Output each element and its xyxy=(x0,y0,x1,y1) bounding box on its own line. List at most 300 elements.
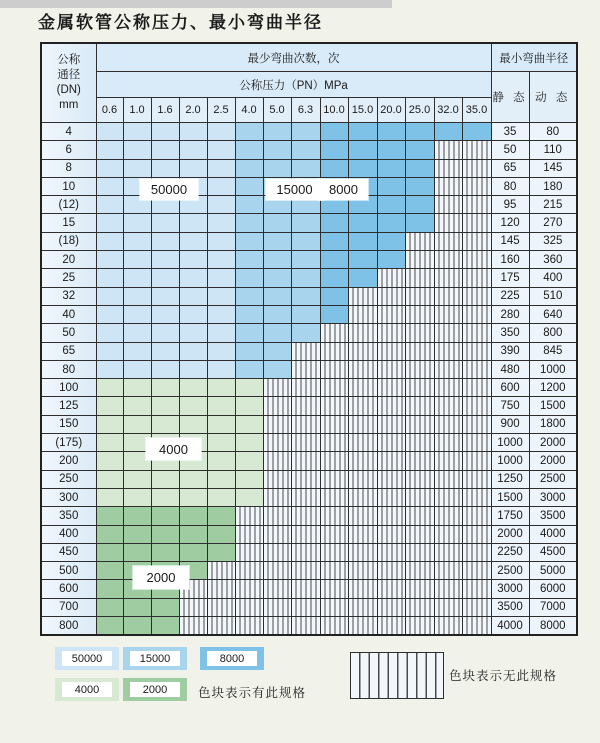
spec-cell-4000 xyxy=(96,415,123,433)
spec-cell-50000 xyxy=(179,251,207,269)
spec-cell-50000 xyxy=(151,232,179,250)
spec-cell-50000 xyxy=(96,287,123,305)
spec-cell-15000 xyxy=(291,141,320,159)
spec-cell-15000 xyxy=(263,324,291,342)
no-spec-cell xyxy=(291,507,320,525)
no-spec-cell xyxy=(348,324,377,342)
static-radius-cell: 80 xyxy=(491,177,529,195)
spec-cell-8000 xyxy=(348,232,377,250)
spec-cell-50000 xyxy=(207,123,235,141)
spec-cell-50000 xyxy=(179,159,207,177)
table-row xyxy=(41,470,577,488)
table-row xyxy=(41,562,577,580)
spec-cell-2000 xyxy=(151,543,179,561)
no-spec-cell xyxy=(263,379,291,397)
static-radius-cell: 2250 xyxy=(491,543,529,561)
no-spec-cell xyxy=(235,525,263,543)
static-radius-cell: 280 xyxy=(491,305,529,323)
legend-swatch-2000 xyxy=(123,678,187,701)
no-spec-cell xyxy=(263,415,291,433)
table-row xyxy=(41,379,577,397)
no-spec-cell xyxy=(291,342,320,360)
no-spec-cell xyxy=(462,397,491,415)
page-title: 金属软管公称压力、最小弯曲半径 xyxy=(38,13,323,33)
dynamic-radius-cell: 3500 xyxy=(529,507,577,525)
no-spec-cell xyxy=(434,488,462,506)
legend-value: 50000 xyxy=(62,651,112,666)
spec-cell-2000 xyxy=(123,617,151,636)
static-radius-cell: 350 xyxy=(491,324,529,342)
no-spec-cell xyxy=(377,525,405,543)
spec-cell-8000 xyxy=(405,141,434,159)
static-radius-cell: 3500 xyxy=(491,598,529,616)
no-spec-cell xyxy=(462,196,491,214)
spec-cell-15000 xyxy=(263,232,291,250)
spec-cell-50000 xyxy=(96,232,123,250)
no-spec-cell xyxy=(434,232,462,250)
static-radius-cell: 1000 xyxy=(491,434,529,452)
spec-cell-4000 xyxy=(96,470,123,488)
pressure-tick: 0.6 xyxy=(96,98,123,123)
spec-cell-50000 xyxy=(96,342,123,360)
spec-cell-2000 xyxy=(151,617,179,636)
no-spec-cell xyxy=(263,507,291,525)
spec-cell-4000 xyxy=(123,379,151,397)
no-spec-cell xyxy=(462,287,491,305)
spec-cell-50000 xyxy=(179,214,207,232)
no-spec-cell xyxy=(235,598,263,616)
spec-cell-2000 xyxy=(96,562,123,580)
spec-cell-50000 xyxy=(207,305,235,323)
no-spec-cell xyxy=(462,141,491,159)
spec-cell-15000 xyxy=(235,324,263,342)
spec-cell-4000 xyxy=(151,415,179,433)
static-radius-cell: 750 xyxy=(491,397,529,415)
spec-cell-8000 xyxy=(320,159,348,177)
pressure-tick: 32.0 xyxy=(434,98,462,123)
static-radius-cell: 4000 xyxy=(491,617,529,636)
no-spec-cell xyxy=(434,342,462,360)
no-spec-cell xyxy=(320,324,348,342)
spec-cell-8000 xyxy=(377,214,405,232)
no-spec-cell xyxy=(434,562,462,580)
spec-cell-4000 xyxy=(179,488,207,506)
legend-has-spec-text: 色块表示有此规格 xyxy=(198,686,307,700)
table-row xyxy=(41,360,577,378)
table-row xyxy=(41,543,577,561)
no-spec-cell xyxy=(377,379,405,397)
spec-cell-2000 xyxy=(179,543,207,561)
dynamic-radius-cell: 110 xyxy=(529,141,577,159)
no-spec-cell xyxy=(434,379,462,397)
no-spec-cell xyxy=(405,251,434,269)
spec-cell-50000 xyxy=(207,141,235,159)
table-row xyxy=(41,324,577,342)
no-spec-cell xyxy=(320,415,348,433)
static-radius-cell: 50 xyxy=(491,141,529,159)
no-spec-cell xyxy=(377,617,405,636)
no-spec-cell xyxy=(434,214,462,232)
legend-swatch-8000 xyxy=(200,647,264,670)
spec-cell-50000 xyxy=(151,269,179,287)
no-spec-cell xyxy=(235,543,263,561)
no-spec-cell xyxy=(348,562,377,580)
no-spec-cell xyxy=(235,580,263,598)
spec-cell-8000 xyxy=(377,159,405,177)
dynamic-radius-cell: 1000 xyxy=(529,360,577,378)
spec-cell-15000 xyxy=(291,251,320,269)
spec-cell-8000 xyxy=(377,251,405,269)
no-spec-cell xyxy=(434,470,462,488)
static-radius-cell: 480 xyxy=(491,360,529,378)
no-spec-cell xyxy=(434,177,462,195)
spec-cell-2000 xyxy=(179,525,207,543)
no-spec-cell xyxy=(320,342,348,360)
no-spec-cell xyxy=(462,251,491,269)
dynamic-radius-cell: 1500 xyxy=(529,397,577,415)
spec-cell-4000 xyxy=(123,397,151,415)
table-row xyxy=(41,159,577,177)
spec-cell-50000 xyxy=(96,123,123,141)
static-radius-cell: 900 xyxy=(491,415,529,433)
pressure-tick: 35.0 xyxy=(462,98,491,123)
table-row xyxy=(41,214,577,232)
dn-cell: (175) xyxy=(41,434,96,452)
table-row xyxy=(41,598,577,616)
dn-cell: 350 xyxy=(41,507,96,525)
no-spec-cell xyxy=(263,580,291,598)
no-spec-cell xyxy=(462,470,491,488)
no-spec-cell xyxy=(263,543,291,561)
no-spec-cell xyxy=(320,379,348,397)
spec-cell-50000 xyxy=(207,324,235,342)
spec-cell-15000 xyxy=(235,196,263,214)
no-spec-cell xyxy=(348,580,377,598)
spec-cell-50000 xyxy=(207,342,235,360)
spec-cell-8000 xyxy=(377,232,405,250)
no-spec-cell xyxy=(348,434,377,452)
spec-cell-50000 xyxy=(207,287,235,305)
spec-cell-8000 xyxy=(348,159,377,177)
spec-cell-2000 xyxy=(96,507,123,525)
spec-cell-50000 xyxy=(179,305,207,323)
dn-cell: 125 xyxy=(41,397,96,415)
spec-cell-15000 xyxy=(263,342,291,360)
no-spec-cell xyxy=(405,415,434,433)
spec-cell-50000 xyxy=(96,196,123,214)
spec-cell-2000 xyxy=(96,617,123,636)
static-radius-cell: 160 xyxy=(491,251,529,269)
no-spec-cell xyxy=(405,434,434,452)
spec-cell-4000 xyxy=(207,488,235,506)
no-spec-cell xyxy=(320,580,348,598)
no-spec-cell xyxy=(291,562,320,580)
no-spec-cell xyxy=(462,617,491,636)
no-spec-cell xyxy=(377,562,405,580)
dn-header xyxy=(41,43,96,123)
spec-cell-8000 xyxy=(320,269,348,287)
spec-cell-15000 xyxy=(263,214,291,232)
no-spec-cell xyxy=(405,580,434,598)
no-spec-cell xyxy=(462,360,491,378)
spec-cell-8000 xyxy=(320,123,348,141)
spec-cell-50000 xyxy=(179,324,207,342)
dynamic-radius-cell: 2000 xyxy=(529,434,577,452)
dynamic-radius-cell: 7000 xyxy=(529,598,577,616)
no-spec-cell xyxy=(377,269,405,287)
spec-cell-8000 xyxy=(405,196,434,214)
dynamic-radius-cell: 80 xyxy=(529,123,577,141)
no-spec-cell xyxy=(320,507,348,525)
no-spec-cell xyxy=(434,287,462,305)
no-spec-cell xyxy=(434,251,462,269)
no-spec-cell xyxy=(434,598,462,616)
no-spec-cell xyxy=(462,543,491,561)
legend-value: 15000 xyxy=(130,651,180,666)
table-row xyxy=(41,580,577,598)
spec-cell-2000 xyxy=(207,525,235,543)
spec-cell-4000 xyxy=(96,379,123,397)
dn-cell: 450 xyxy=(41,543,96,561)
dn-cell: 500 xyxy=(41,562,96,580)
no-spec-cell xyxy=(179,598,207,616)
spec-cell-15000 xyxy=(291,305,320,323)
spec-cell-50000 xyxy=(123,305,151,323)
no-spec-cell xyxy=(434,525,462,543)
dn-cell: 32 xyxy=(41,287,96,305)
no-spec-cell xyxy=(348,415,377,433)
dn-header-line: mm xyxy=(59,99,79,111)
pressure-tick: 5.0 xyxy=(263,98,291,123)
spec-cell-4000 xyxy=(207,470,235,488)
dynamic-radius-cell: 800 xyxy=(529,324,577,342)
dynamic-radius-cell: 2500 xyxy=(529,470,577,488)
spec-cell-50000 xyxy=(207,214,235,232)
table-row xyxy=(41,305,577,323)
spec-cell-15000 xyxy=(263,269,291,287)
spec-cell-2000 xyxy=(123,507,151,525)
spec-cell-50000 xyxy=(207,232,235,250)
spec-cell-2000 xyxy=(96,543,123,561)
spec-cell-15000 xyxy=(263,251,291,269)
pressure-tick: 2.5 xyxy=(207,98,235,123)
spec-cell-4000 xyxy=(179,397,207,415)
spec-cell-2000 xyxy=(207,507,235,525)
table-row xyxy=(41,525,577,543)
no-spec-cell xyxy=(405,269,434,287)
no-spec-cell xyxy=(291,434,320,452)
dn-cell: 300 xyxy=(41,488,96,506)
spec-cell-15000 xyxy=(263,305,291,323)
spec-cell-8000 xyxy=(348,214,377,232)
spec-cell-50000 xyxy=(96,360,123,378)
spec-cell-50000 xyxy=(207,269,235,287)
spec-cell-8000 xyxy=(320,251,348,269)
no-spec-cell xyxy=(291,617,320,636)
no-spec-cell xyxy=(348,525,377,543)
spec-cell-50000 xyxy=(207,196,235,214)
spec-cell-50000 xyxy=(123,251,151,269)
table-row xyxy=(41,287,577,305)
spec-cell-50000 xyxy=(123,123,151,141)
spec-cell-2000 xyxy=(151,598,179,616)
spec-cell-50000 xyxy=(96,214,123,232)
spec-cell-4000 xyxy=(207,397,235,415)
static-radius-cell: 390 xyxy=(491,342,529,360)
dn-cell: 10 xyxy=(41,177,96,195)
static-radius-cell: 1000 xyxy=(491,452,529,470)
spec-cell-50000 xyxy=(96,305,123,323)
no-spec-cell xyxy=(462,305,491,323)
no-spec-cell xyxy=(434,196,462,214)
spec-cell-50000 xyxy=(123,159,151,177)
dynamic-radius-cell: 6000 xyxy=(529,580,577,598)
no-spec-cell xyxy=(462,434,491,452)
no-spec-cell xyxy=(320,360,348,378)
spec-cell-4000 xyxy=(207,434,235,452)
spec-cell-2000 xyxy=(207,543,235,561)
static-radius-cell: 120 xyxy=(491,214,529,232)
dn-cell: 250 xyxy=(41,470,96,488)
spec-cell-4000 xyxy=(151,379,179,397)
spec-cell-15000 xyxy=(235,305,263,323)
spec-cell-50000 xyxy=(151,287,179,305)
pressure-tick: 1.6 xyxy=(151,98,179,123)
no-spec-cell xyxy=(348,397,377,415)
legend-value: 8000 xyxy=(207,651,257,666)
table-row xyxy=(41,488,577,506)
spec-cell-15000 xyxy=(235,251,263,269)
spec-cell-4000 xyxy=(235,452,263,470)
spec-cell-50000 xyxy=(179,360,207,378)
spec-cell-15000 xyxy=(291,123,320,141)
cycles-header: 最少弯曲次数，次 xyxy=(96,43,491,72)
static-radius-cell: 1750 xyxy=(491,507,529,525)
spec-cell-2000 xyxy=(123,525,151,543)
spec-cell-4000 xyxy=(96,434,123,452)
spec-cell-15000 xyxy=(235,214,263,232)
spec-cell-50000 xyxy=(207,159,235,177)
no-spec-cell xyxy=(462,177,491,195)
dn-cell: 700 xyxy=(41,598,96,616)
no-spec-cell xyxy=(291,543,320,561)
dynamic-radius-cell: 145 xyxy=(529,159,577,177)
spec-cell-4000 xyxy=(123,488,151,506)
no-spec-cell xyxy=(291,360,320,378)
no-spec-cell xyxy=(377,543,405,561)
spec-cell-8000 xyxy=(405,214,434,232)
spec-cell-50000 xyxy=(96,269,123,287)
dynamic-radius-cell: 270 xyxy=(529,214,577,232)
no-spec-cell xyxy=(291,598,320,616)
no-spec-cell xyxy=(377,488,405,506)
no-spec-cell xyxy=(207,598,235,616)
radius-header: 最小弯曲半径 xyxy=(491,43,577,72)
dn-cell: 80 xyxy=(41,360,96,378)
no-spec-cell xyxy=(263,617,291,636)
spec-cell-2000 xyxy=(151,507,179,525)
spec-cell-50000 xyxy=(179,342,207,360)
spec-cell-8000 xyxy=(348,141,377,159)
no-spec-cell xyxy=(291,379,320,397)
no-spec-cell xyxy=(291,452,320,470)
spec-cell-2000 xyxy=(96,525,123,543)
dn-cell: 800 xyxy=(41,617,96,636)
legend-no-spec-swatch xyxy=(350,652,444,699)
dn-header-line: 通径 xyxy=(57,69,81,81)
dynamic-radius-cell: 1800 xyxy=(529,415,577,433)
no-spec-cell xyxy=(405,507,434,525)
spec-cell-15000 xyxy=(235,123,263,141)
spec-cell-15000 xyxy=(291,214,320,232)
spec-cell-2000 xyxy=(151,525,179,543)
dn-cell: 65 xyxy=(41,342,96,360)
legend-swatch-50000 xyxy=(55,647,119,670)
dn-cell: 40 xyxy=(41,305,96,323)
no-spec-cell xyxy=(405,305,434,323)
static-header: 静 态 xyxy=(491,72,529,123)
no-spec-cell xyxy=(263,488,291,506)
spec-cell-50000 xyxy=(179,141,207,159)
spec-cell-8000 xyxy=(320,287,348,305)
no-spec-cell xyxy=(405,543,434,561)
table-header xyxy=(41,43,577,123)
spec-cell-50000 xyxy=(207,251,235,269)
no-spec-cell xyxy=(235,617,263,636)
dynamic-radius-cell: 400 xyxy=(529,269,577,287)
spec-cell-4000 xyxy=(207,379,235,397)
spec-cell-4000 xyxy=(151,397,179,415)
spec-cell-8000 xyxy=(377,177,405,195)
spec-cell-4000 xyxy=(151,470,179,488)
no-spec-cell xyxy=(462,269,491,287)
spec-cell-15000 xyxy=(263,141,291,159)
spec-cell-8000 xyxy=(377,196,405,214)
dynamic-radius-cell: 640 xyxy=(529,305,577,323)
table-label-4000: 4000 xyxy=(146,438,201,460)
no-spec-cell xyxy=(320,397,348,415)
dn-cell: 150 xyxy=(41,415,96,433)
spec-cell-50000 xyxy=(123,141,151,159)
spec-cell-4000 xyxy=(235,488,263,506)
no-spec-cell xyxy=(405,617,434,636)
spec-cell-15000 xyxy=(235,159,263,177)
no-spec-cell xyxy=(405,470,434,488)
dn-cell: 15 xyxy=(41,214,96,232)
table-row xyxy=(41,507,577,525)
dn-cell: (12) xyxy=(41,196,96,214)
spec-cell-8000 xyxy=(405,159,434,177)
spec-cell-2000 xyxy=(123,598,151,616)
pressure-tick: 4.0 xyxy=(235,98,263,123)
dynamic-radius-cell: 510 xyxy=(529,287,577,305)
no-spec-cell xyxy=(291,397,320,415)
spec-cell-2000 xyxy=(96,580,123,598)
spec-cell-4000 xyxy=(235,397,263,415)
spec-cell-4000 xyxy=(123,470,151,488)
spec-cell-50000 xyxy=(123,360,151,378)
spec-cell-4000 xyxy=(235,470,263,488)
dynamic-radius-cell: 2000 xyxy=(529,452,577,470)
spec-cell-50000 xyxy=(179,232,207,250)
spec-cell-50000 xyxy=(96,141,123,159)
spec-cell-50000 xyxy=(207,360,235,378)
pressure-tick: 6.3 xyxy=(291,98,320,123)
spec-cell-50000 xyxy=(96,251,123,269)
table-label-2000: 2000 xyxy=(133,566,189,589)
scan-artifact-bar xyxy=(0,0,392,8)
pressure-tick: 1.0 xyxy=(123,98,151,123)
